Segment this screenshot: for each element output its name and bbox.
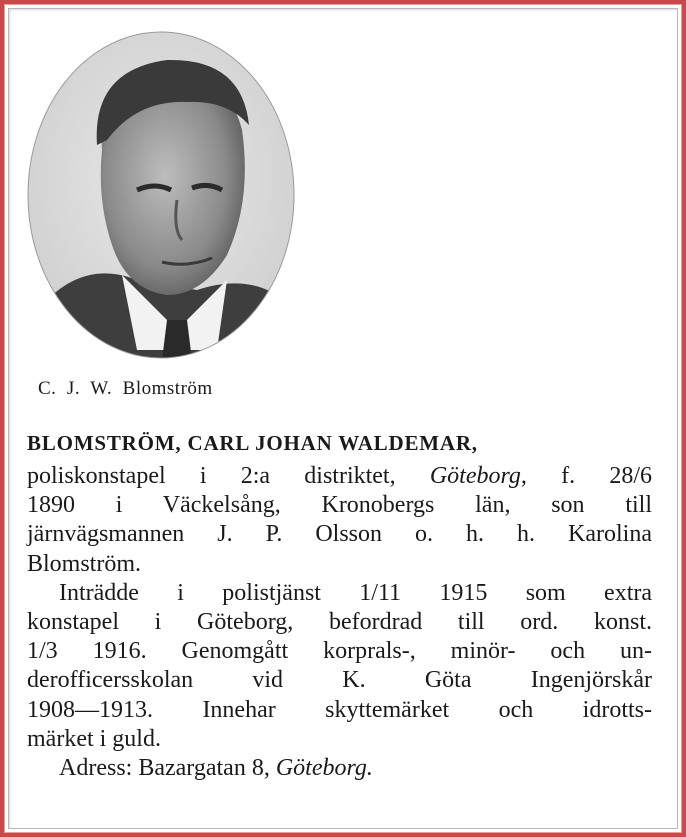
text-line: Blomström.	[27, 550, 142, 577]
text-line: 1890 i Väckelsång, Kronobergs län, son till	[27, 492, 652, 519]
portrait-photo	[27, 30, 295, 360]
entry-heading: BLOMSTRÖM, CARL JOHAN WALDEMAR,	[27, 431, 478, 455]
text-line: Inträdde i polistjänst 1/11 1915 som extra	[59, 579, 652, 606]
text-line: märket i guld.	[27, 725, 161, 752]
text-line: poliskonstapel i 2:a distriktet, Göteborg, f. 28/6	[27, 463, 652, 489]
address-line: Adress: Bazargatan 8, Göteborg.	[59, 755, 373, 782]
text-line: derofficersskolan vid K. Göta Ingenjörskår	[27, 667, 652, 694]
text-line: 1908—1913. Innehar skyttemärket och idrotts-	[27, 696, 652, 723]
biography-text	[27, 462, 652, 783]
text-line: 1/3 1916. Genomgått korprals-, minör- och un-	[27, 638, 652, 665]
text-line: järnvägsmannen J. P. Olsson o. h. h. Karolina	[27, 521, 652, 548]
text-line: konstapel i Göteborg, befordrad till ord. konst.	[27, 609, 652, 636]
photo-caption: C. J. W. Blomström	[38, 378, 213, 399]
